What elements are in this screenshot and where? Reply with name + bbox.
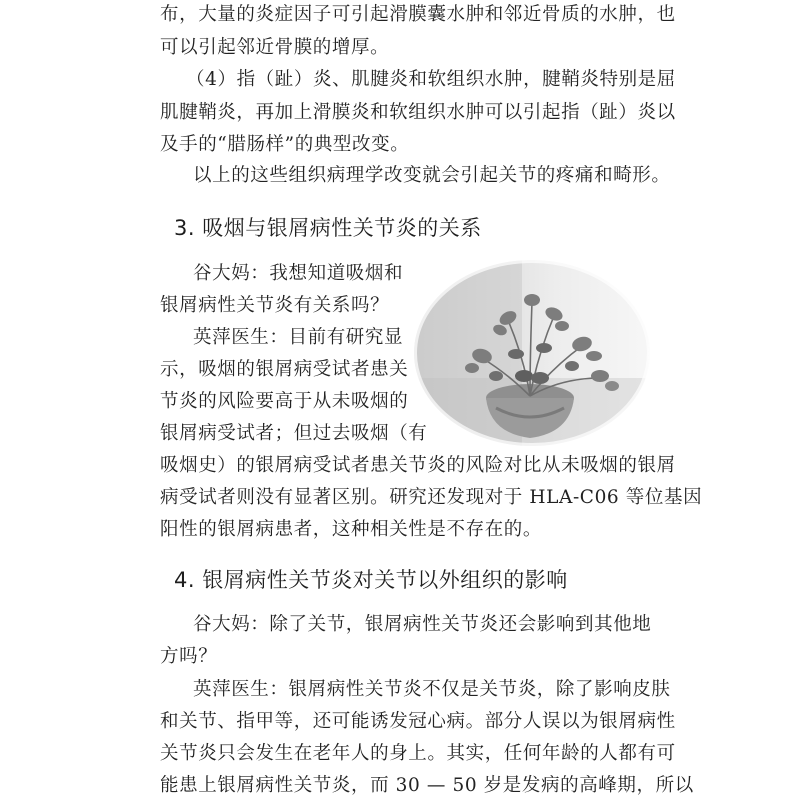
paragraph-line: 能患上银屑病性关节炎，而 30 — 50 岁是发病的高峰期，所以 (160, 775, 694, 796)
paragraph-line: （4）指（趾）炎、肌腱炎和软组织水肿，腱鞘炎特别是屈 (186, 69, 676, 90)
paragraph-line: 英萍医生：目前有研究显 (193, 327, 404, 348)
paragraph-line: 吸烟史）的银屑病受试者患关节炎的风险对比从未吸烟的银屑 (160, 455, 676, 476)
paragraph-line: 以上的这些组织病理学改变就会引起关节的疼痛和畸形。 (193, 165, 671, 186)
paragraph-line: 可以引起邻近骨膜的增厚。 (160, 37, 390, 58)
paragraph-line: 肌腱鞘炎，再加上滑膜炎和软组织水肿可以引起指（趾）炎以 (160, 102, 676, 123)
section-heading: 3. 吸烟与银屑病性关节炎的关系 (174, 216, 482, 240)
paragraph-line: 谷大妈：除了关节，银屑病性关节炎还会影响到其他地 (193, 614, 652, 635)
paragraph-line: 和关节、指甲等，还可能诱发冠心病。部分人误以为银屑病性 (160, 711, 676, 732)
paragraph-line: 阳性的银屑病患者，这种相关性是不存在的。 (160, 519, 543, 540)
paragraph-line: 关节炎只会发生在老年人的身上。其实，任何年龄的人都有可 (160, 743, 676, 764)
paragraph-line: 及手的“腊肠样”的典型改变。 (160, 134, 410, 155)
paragraph-line: 谷大妈：我想知道吸烟和 (193, 263, 404, 284)
paragraph-line: 病受试者则没有显著区别。研究还发现对于 HLA-C06 等位基因 (160, 487, 703, 508)
paragraph-line: 示，吸烟的银屑病受试者患关 (160, 359, 409, 380)
plant-photo-icon (412, 258, 652, 448)
paragraph-line: 银屑病受试者；但过去吸烟（有 (160, 423, 428, 444)
paragraph-line: 布，大量的炎症因子可引起滑膜囊水肿和邻近骨质的水肿，也 (160, 4, 676, 25)
section-heading: 4. 银屑病性关节炎对关节以外组织的影响 (174, 568, 568, 592)
paragraph-line: 方吗？ (160, 646, 218, 667)
paragraph-line: 银屑病性关节炎有关系吗？ (160, 295, 390, 316)
paragraph-line: 节炎的风险要高于从未吸烟的 (160, 391, 409, 412)
paragraph-line: 英萍医生：银屑病性关节炎不仅是关节炎，除了影响皮肤 (193, 679, 671, 700)
